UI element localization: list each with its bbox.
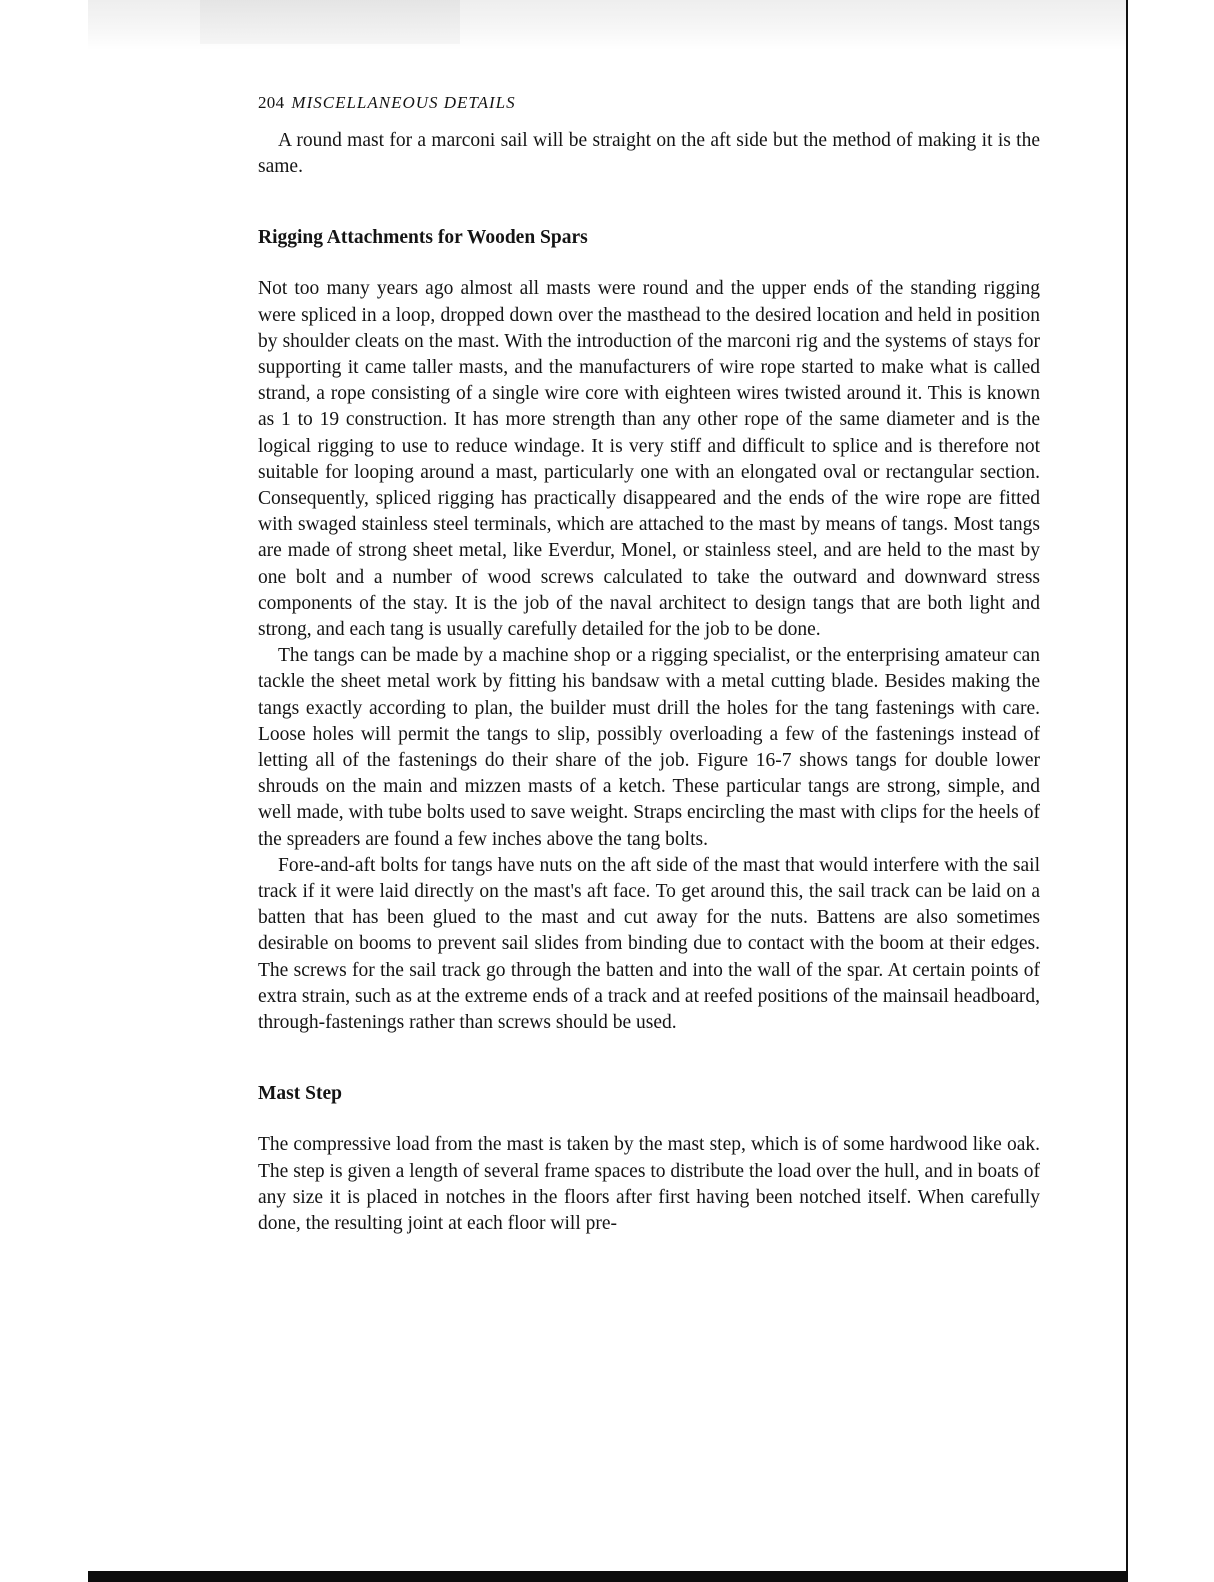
paragraph-rigging-3: Fore-and-aft bolts for tangs have nuts on the aft side of the mast that would interfere with the sail track if it were laid directly on the mast's aft face. To get around this, the sail track can be laid on a batten that has been glued to the mast and cut away for the nuts. Battens are also sometimes desirable on booms to prevent sail slides from binding due to contact with the boom at their edges. The screws for the sail track go through the batten and into the wall of the spar. At certain points of extra strain, such as at the extreme ends of a track and at reefed positions of the mainsail headboard, through-fastenings rather than screws should be used. (258, 854, 1040, 1034)
page-number: 204 (258, 93, 285, 112)
paragraph-mast-step-1: The compressive load from the mast is taken by the mast step, which is of some hardwood like oak. The step is given a length of several frame spaces to distribute the load over the hull, and in boats of any size it is placed in notches in the floors after first having been notched itself. When carefully done, the resulting joint at each floor will pre- (258, 1134, 1040, 1234)
paragraph-rigging-1: Not too many years ago almost all masts were round and the upper ends of the standing rigging were spliced in a loop, dropped down over the masthead to the desired location and held in position by shoulder cleats on the mast. With the introduction of the marconi rig and the systems of stays for supporting it came taller masts, and the manufacturers of wire rope started to make what is called strand, a rope consisting of a single wire core with eighteen wires twisted around it. This is known as 1 to 19 construction. It has more strength than any other rope of the same diameter and is the logical rigging to use to reduce windage. It is very stiff and difficult to splice and is therefore not suitable for looping around a mast, particularly one with an elongated oval or rectangular section. Consequently, spliced rigging has practically disappeared and the ends of the wire rope are fitted with swaged stainless steel terminals, which are attached to the mast by means of tangs. Most tangs are made of strong sheet metal, like Everdur, Monel, or stainless steel, and are held to the mast by one bolt and a number of wood screws calculated to take the outward and downward stress components of the stay. It is the job of the naval architect to design tangs that are both light and strong, and each tang is usually carefully detailed for the job to be done. (258, 278, 1040, 641)
heading-mast-step: Mast Step (258, 1083, 342, 1105)
paragraph-intro: A round mast for a marconi sail will be straight on the aft side but the method of making it is the same. (258, 130, 1040, 178)
paragraph-rigging-2: The tangs can be made by a machine shop or a rigging specialist, or the enterprising amateur can tackle the sheet metal work by fitting his bandsaw with a metal cutting blade. Besides making the tangs exactly according to plan, the builder must drill the holes for the tang fastenings with care. Loose holes will permit the tangs to slip, possibly overloading a few of the fastenings instead of letting all of the fastenings do their share of the job. Figure 16-7 shows tangs for double lower shrouds on the main and mizzen masts of a ketch. These particular tangs are strong, simple, and well made, with tube bolts used to save weight. Straps encircling the mast with clips for the heels of the spreaders are found a few inches above the tang bolts. (258, 645, 1040, 850)
scan-shadow-patch (200, 0, 460, 44)
book-page (258, 91, 1040, 1237)
scan-edge-right (1126, 0, 1128, 1582)
scan-edge-bottom (88, 1571, 1128, 1582)
section-title: MISCELLANEOUS DETAILS (291, 93, 516, 112)
heading-rigging-attachments: Rigging Attachments for Wooden Spars (258, 227, 588, 249)
running-head (258, 91, 1040, 115)
